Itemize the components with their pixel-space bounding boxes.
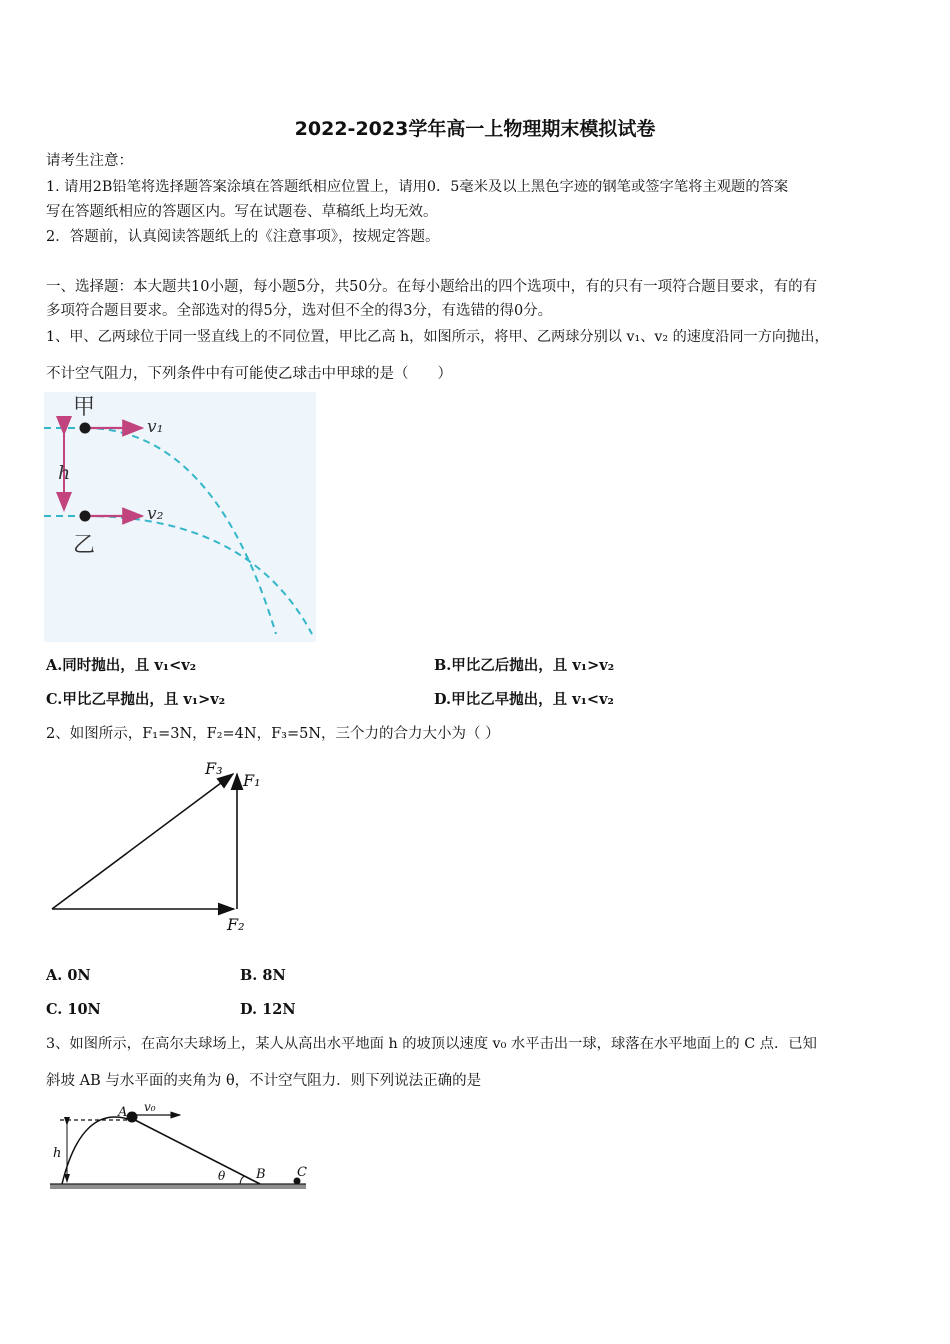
q1-option-a[interactable]: A.同时抛出，且 v₁<v₂ [46,657,197,674]
q1-stem-line-1: 1、甲、乙两球位于同一竖直线上的不同位置，甲比乙高 h，如图所示，将甲、乙两球分别以 v₁、v₂ 的速度沿同一方向抛出， [46,329,829,345]
q1-figure [44,392,316,642]
label-jia: 甲 [73,395,96,420]
q3-stem-line-1: 3、如图所示，在高尔夫球场上，某人从高出水平地面 h 的坡顶以速度 v₀ 水平击出一球，球落在水平地面上的 C 点．已知 [46,1036,817,1052]
notice-heading: 请考生注意： [46,153,133,169]
hill-curve [62,1117,131,1184]
label-f3: F₃ [205,759,223,778]
section-intro-line-1: 一、选择题：本大题共10小题，每小题5分，共50分。在每小题给出的四个选项中，有的只有一项符合题目要求，有的有 [46,279,818,295]
golf-ball [127,1112,138,1123]
label-v0: v₀ [144,1100,156,1114]
q3-figure [44,1098,316,1198]
label-a: A [118,1105,128,1120]
label-c: C [297,1165,307,1180]
label-f2: F₂ [227,915,245,934]
q2-stem: 2、如图所示，F₁=3N，F₂=4N，F₃=5N，三个力的合力大小为（ ） [46,726,500,742]
label-b: B [256,1167,266,1182]
label-f1: F₁ [243,771,261,790]
notice-line-2: 2．答题前，认真阅读答题纸上的《注意事项》，按规定答题。 [46,229,440,245]
label-h: h [58,462,71,484]
notice-line-1a: 1. 请用2B铅笔将选择题答案涂填在答题纸相应位置上，请用0．5毫米及以上黑色字迹的钢笔或签字笔将主观题的答案 [46,179,789,195]
q2-option-b[interactable]: B. 8N [240,967,286,984]
section-intro-line-2: 多项符合题目要求。全部选对的得5分，选对但不全的得3分，有选错的得0分。 [46,303,553,319]
q1-option-b[interactable]: B.甲比乙后抛出，且 v₁>v₂ [434,657,615,674]
q3-stem-line-2: 斜坡 AB 与水平面的夹角为 θ，不计空气阻力．则下列说法正确的是 [46,1073,482,1089]
label-v1: v₁ [147,417,164,437]
slope-ab [131,1118,260,1184]
q2-option-d[interactable]: D. 12N [240,1001,296,1018]
q2-option-a[interactable]: A. 0N [46,967,91,984]
q2-figure [44,752,274,942]
page-title: 2022-2023学年高一上物理期末模拟试卷 [294,118,656,140]
ground [50,1184,306,1189]
angle-arc [240,1176,245,1184]
q1-option-d[interactable]: D.甲比乙早抛出，且 v₁<v₂ [434,691,614,708]
ball-yi [80,511,91,522]
q2-option-c[interactable]: C. 10N [46,1001,101,1018]
label-theta: θ [218,1169,226,1183]
notice-line-1b: 写在答题纸相应的答题区内。写在试题卷、草稿纸上均无效。 [46,204,438,220]
label-yi: 乙 [73,533,96,558]
ball-jia [80,423,91,434]
q1-stem-line-2: 不计空气阻力，下列条件中有可能使乙球击中甲球的是（ ） [46,366,452,382]
force-f3-arrow [52,774,233,909]
label-h: h [53,1146,62,1161]
q1-option-c[interactable]: C.甲比乙早抛出，且 v₁>v₂ [46,691,226,708]
label-v2: v₂ [147,504,164,524]
